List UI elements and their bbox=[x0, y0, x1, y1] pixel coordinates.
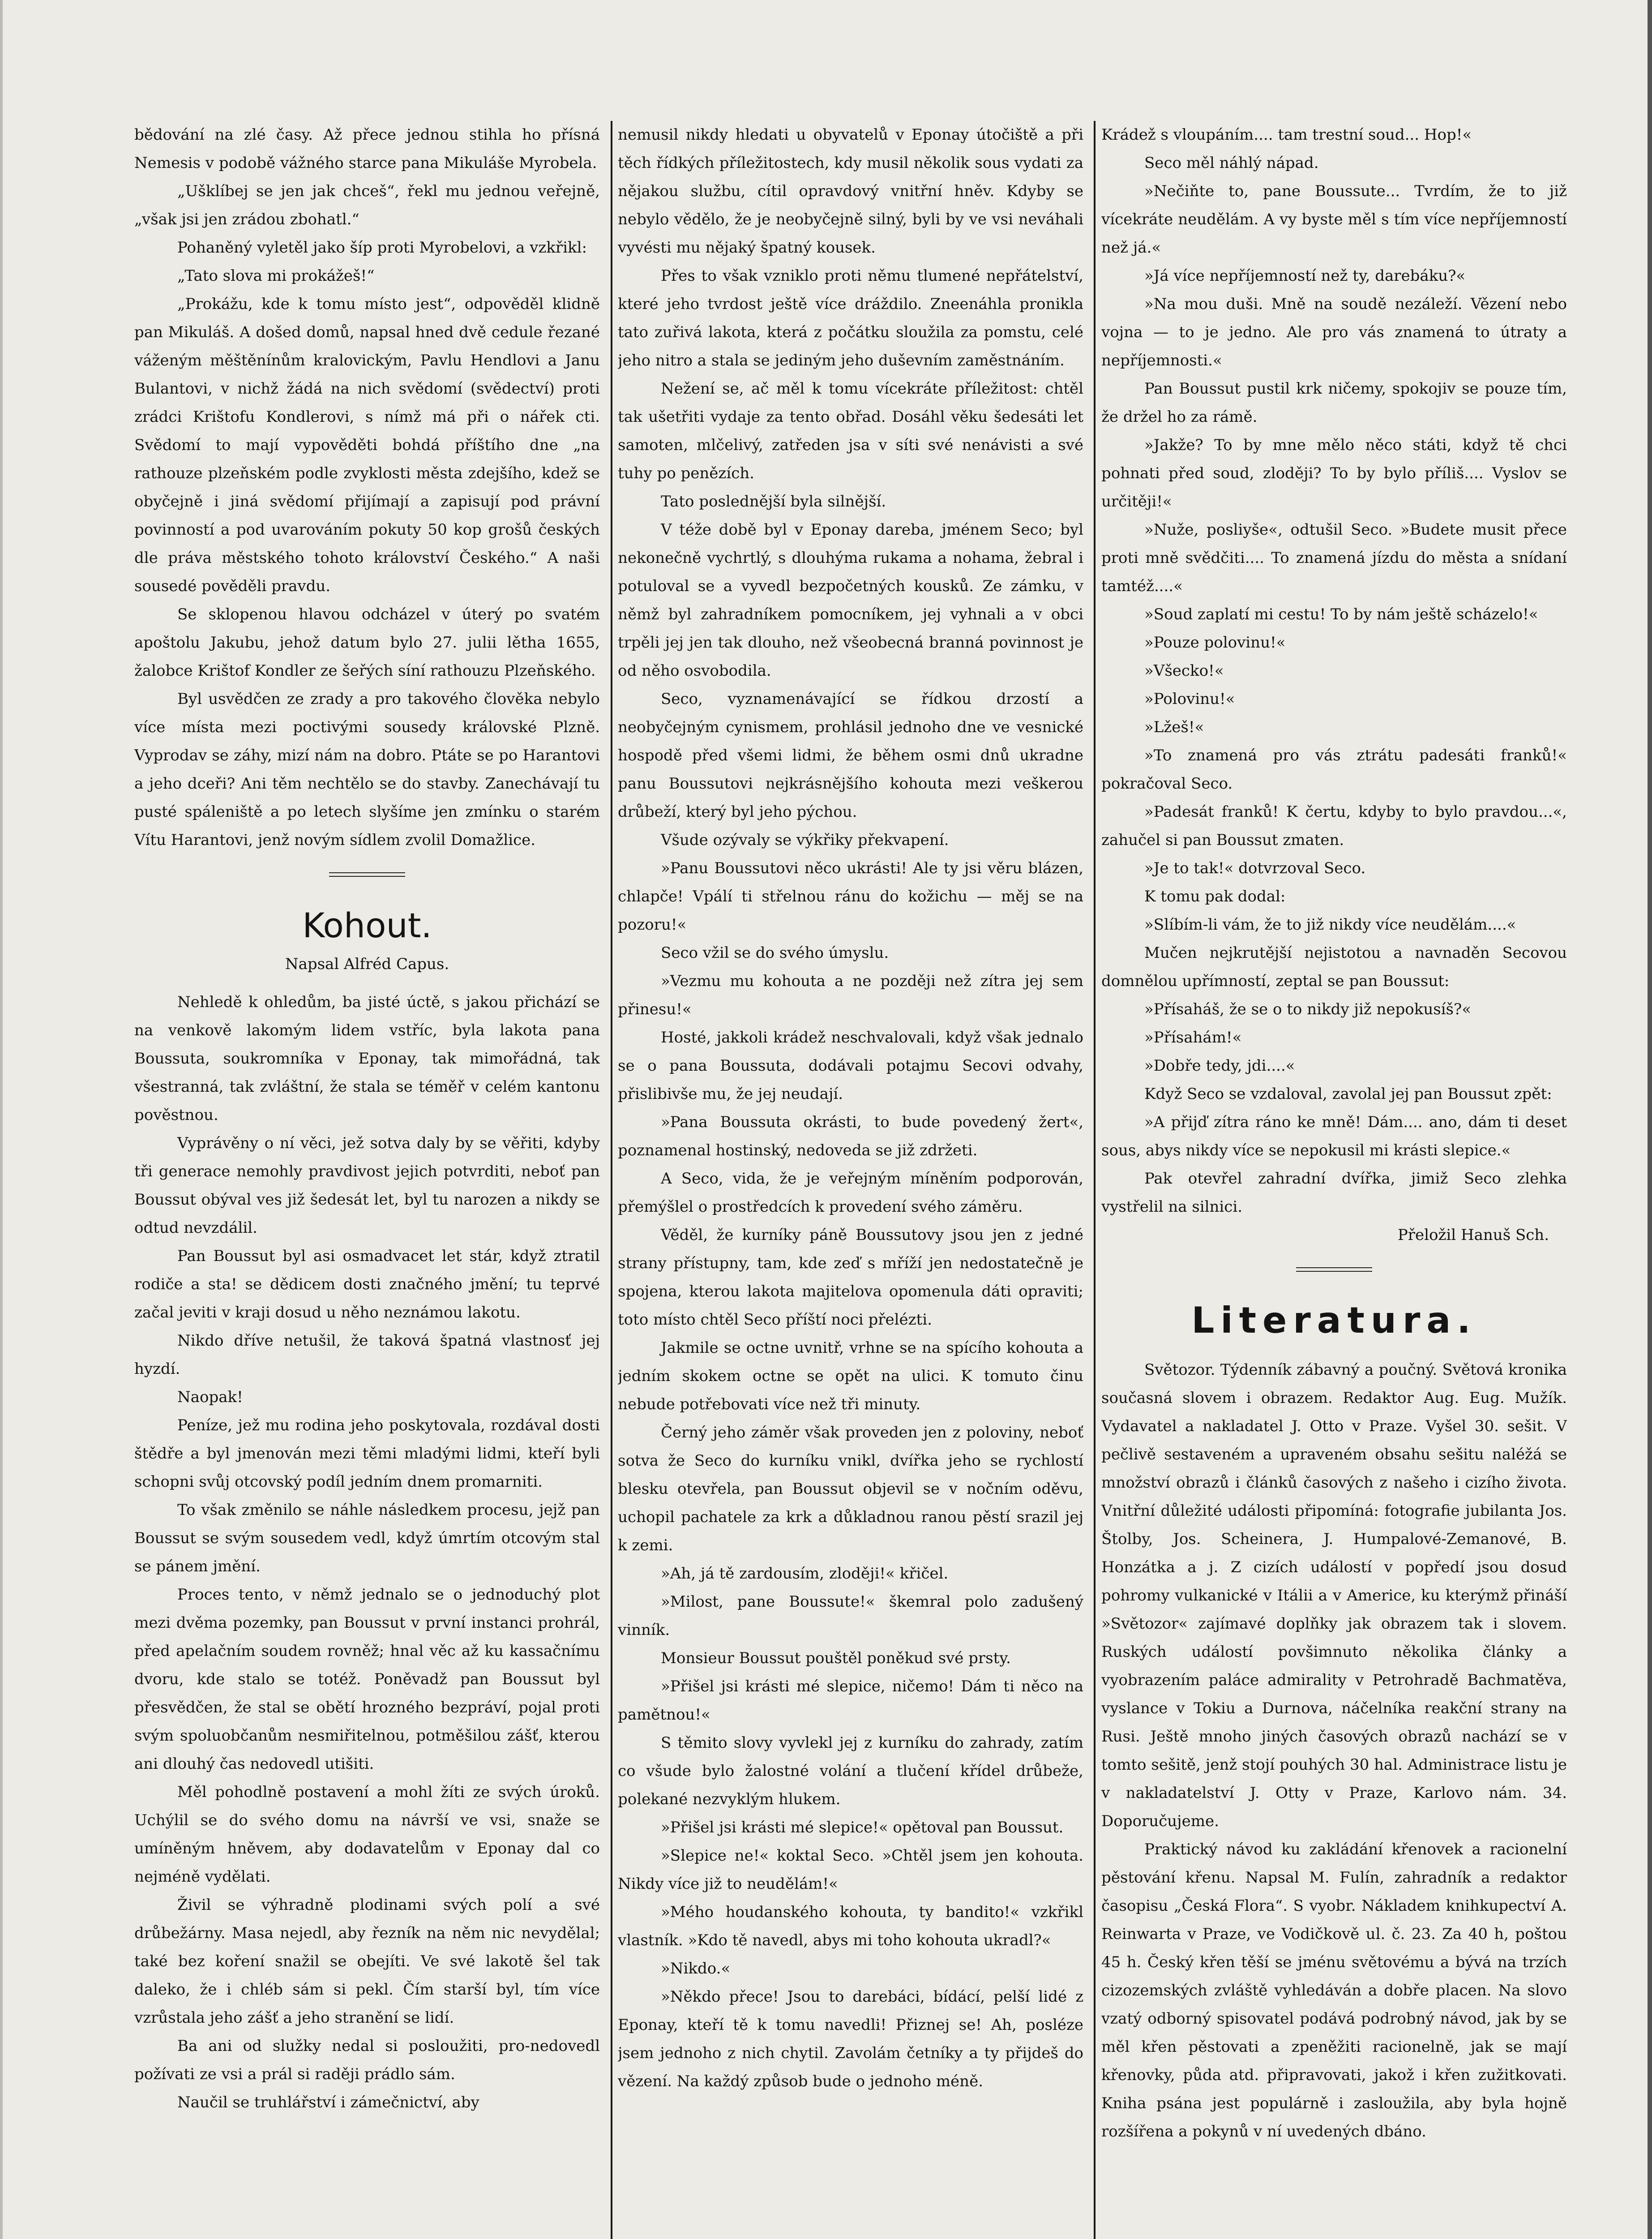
story-byline: Napsal Alfréd Capus. bbox=[285, 955, 449, 973]
newspaper-page bbox=[134, 121, 1567, 2239]
paragraph: bědování na zlé časy. Až přece jednou stihla ho přísná Nemesis v podobě vážného starce pana Mikuláše Myrobela. bbox=[134, 126, 600, 172]
paragraph: Pan Boussut byl asi osmadvacet let stár, když ztratil rodiče a sta! se dědicem dosti značného jmění; tu teprvé začal jeviti v kraji dosud u něho neznámou lakotu. bbox=[134, 1247, 600, 1321]
story-text-column-1 bbox=[134, 988, 600, 2117]
paragraph: Nikdo dříve netušil, že taková špatná vlastnosť jej hyzdí. bbox=[134, 1332, 600, 1378]
translator-signature: Přeložil Hanuš Sch. bbox=[1397, 1226, 1549, 1244]
paragraph: Pan Boussut pustil krk ničemy, spokojiv se pouze tím, že držel ho za rámě. bbox=[1101, 380, 1567, 426]
paragraph: »Nuže, posliyše«, odtušil Seco. »Budete musit přece proti mně svědčiti.... To znamená jízdu do města a snídaní tamtéž....« bbox=[1101, 521, 1567, 595]
paragraph: »Přísaháš, že se o to nikdy již nepokusíš?« bbox=[1144, 1000, 1472, 1018]
paragraph: Pohaněný vyletěl jako šíp proti Myrobelovi, a vzkřikl: bbox=[177, 239, 587, 257]
paragraph: Seco měl náhlý nápad. bbox=[1144, 154, 1319, 172]
paragraph: »Lžeš!« bbox=[1144, 718, 1204, 736]
paragraph: Jakmile se octne uvnitř, vrhne se na spícího kohouta a jedním skokem octne se opět na ulici. K tomuto činu nebude potřebovati více než tři minuty. bbox=[618, 1339, 1083, 1413]
paragraph: »Přišel jsi krásti mé slepice!« opětoval pan Boussut. bbox=[661, 1819, 1064, 1836]
column-1-top-text bbox=[134, 121, 600, 854]
paragraph: »Slíbím-li vám, že to již nikdy více neudělám....« bbox=[1144, 916, 1516, 934]
paragraph: Hosté, jakkoli krádež neschvalovali, když však jednalo se o pana Boussuta, dodávali potajmu Secovi odvahy, přislibivše mu, že jej neudají. bbox=[618, 1029, 1083, 1103]
paragraph: »To znamená pro vás ztrátu padesáti franků!« pokračoval Seco. bbox=[1101, 746, 1567, 793]
story-text-column-3 bbox=[1101, 121, 1567, 1221]
section-separator bbox=[329, 872, 405, 877]
page-right-edge bbox=[1648, 0, 1652, 2239]
paragraph: »Vezmu mu kohouta a ne později než zítra jej sem přinesu!« bbox=[618, 972, 1083, 1018]
paragraph: Ba ani od služky nedal si posloužiti, pro-nedovedl požívati ze vsi a prál si raději prádlo sám. bbox=[134, 2037, 600, 2083]
paragraph: „Prokážu, kde k tomu místo jest“, odpověděl klidně pan Mikuláš. A došed domů, napsal hned dvě cedule řezané váženým měštěnínům kralovickým, Pavlu Hendlovi a Janu Bulantovi, v nichž žádá na nich svědomí (svědectví) proti zrádci Krištofu Kondlerovi, s nímž má při o nářek cti. Svědomí to mají vypověděti bohdá příštího dne „na rathouze plzeňském podle zvyklosti města zdejšího, kdež se obyčejně i jiná svědomí přijímají a zapisují pod právní povinností a pod uvarováním pokuty 50 kop grošů českých dle práva městského tohoto království Českého.“ A naši sousedé pověděli pravdu. bbox=[134, 295, 600, 595]
column-2 bbox=[618, 121, 1083, 2239]
paragraph: Mučen nejkrutější nejistotou a navnaděn Secovou domnělou upřímností, zeptal se pan Boussut: bbox=[1101, 944, 1567, 990]
story-title: Kohout. bbox=[302, 905, 432, 945]
literature-reviews bbox=[1101, 1356, 1567, 2146]
literature-section-title: Literatura. bbox=[1191, 1300, 1477, 1341]
paragraph: Monsieur Boussut pouštěl poněkud své prsty. bbox=[661, 1649, 1011, 1667]
paragraph: Byl usvědčen ze zrady a pro takového člověka nebylo více místa mezi poctivými sousedy královské Plzně. Vyprodav se záhy, mizí nám na dobro. Ptáte se po Harantovi a jeho dceři? Ani těm nechtělo se do stavby. Zanechávají tu pusté spáleniště a po letech slyšíme jen zmínku o starém Vítu Harantovi, jenž novým sídlem zvolil Domažlice. bbox=[134, 690, 600, 849]
paragraph: Naopak! bbox=[177, 1388, 243, 1406]
paragraph: »Je to tak!« dotvrzoval Seco. bbox=[1144, 859, 1366, 877]
paragraph: Přes to však vzniklo proti němu tlumené nepřátelství, které jeho tvrdost ještě více dráždilo. Zneenáhla pronikla tato zuřivá lakota, která z počátku sloužila za pomstu, celé jeho nitro a stala se jediným jeho duševním zaměstnáním. bbox=[618, 267, 1083, 369]
paragraph: Tato poslednější byla silnější. bbox=[661, 493, 886, 510]
paragraph: »Jakže? To by mne mělo něco státi, když tě chci pohnati před soud, zloději? To by bylo příliš.... Vyslov se určitěji!« bbox=[1101, 436, 1567, 510]
paragraph: Se sklopenou hlavou odcházel v úterý po svatém apoštolu Jakubu, jehož datum bylo 27. julii lětha 1655, žalobce Krištof Kondler ze šeřých síní rathouzu Plzeňského. bbox=[134, 605, 600, 680]
paragraph: »Panu Boussutovi něco ukrásti! Ale ty jsi věru blázen, chlapče! Vpálí ti střelnou ránu do kožichu — měj se na pozoru!« bbox=[618, 859, 1083, 934]
page-left-edge bbox=[0, 0, 3, 2239]
paragraph: Proces tento, v němž jednalo se o jednoduchý plot mezi dvěma pozemky, pan Boussut v první instanci prohrál, před apelačním soudem rovněž; hnal věc až ku kassačnímu dvoru, kde stalo se totéž. Poněvadž pan Boussut byl přesvědčen, že stal se obětí hrozného bezpráví, pojal proti svým spoluobčanům nesmiřitelnou, potměšilou zášť, kterou ani dlouhý čas nedovedl utišiti. bbox=[134, 1586, 600, 1773]
paragraph: »Polovinu!« bbox=[1144, 690, 1235, 708]
paragraph: Seco, vyznamenávající se řídkou drzostí a neobyčejným cynismem, prohlásil jednoho dne ve vesnické hospodě před všemi lidmi, že během osmi dnů ukradne panu Boussutovi nejkrásnějšího kohouta mezi veškerou drůbeží, který byl jeho pýchou. bbox=[618, 690, 1083, 821]
paragraph: Seco vžil se do svého úmyslu. bbox=[661, 944, 889, 962]
paragraph: »Soud zaplatí mi cestu! To by nám ještě scházelo!« bbox=[1144, 605, 1538, 623]
paragraph: Peníze, jež mu rodina jeho poskytovala, rozdával dosti štědře a byl jmenován mezi těmi mladými lidmi, kteří byli schopni svůj otcovský podíl jedním dnem promarniti. bbox=[134, 1416, 600, 1491]
paragraph: Nežení se, ač měl k tomu vícekráte příležitost: chtěl tak ušetřiti vydaje za tento obřad. Dosáhl věku šedesáti let samoten, mlčelivý, zatředen jsa v síti své nenávisti a své tuhy po penězích. bbox=[618, 380, 1083, 482]
paragraph: »Mého houdanského kohouta, ty bandito!« vzkřikl vlastník. »Kdo tě navedl, abys mi toho kohouta ukradl?« bbox=[618, 1903, 1083, 1949]
paragraph: A Seco, vida, že je veřejným míněním podporován, přemýšlel o prostředcích k provedení svého záměru. bbox=[618, 1170, 1083, 1216]
paragraph: »Dobře tedy, jdi....« bbox=[1144, 1057, 1295, 1075]
paragraph: »Milost, pane Boussute!« škemral polo zadušený vinník. bbox=[618, 1593, 1083, 1639]
paragraph: »Pouze polovinu!« bbox=[1144, 634, 1286, 652]
paragraph: Naučil se truhlářství i zámečnictví, aby bbox=[177, 2093, 479, 2111]
paragraph: Praktický návod ku zakládání křenovek a racionelní pěstování křenu. Napsal M. Fulín, zahradník a redaktor časopisu „Česká Flora“. S vyobr. Nákladem knihkupectví A. Reinwarta v Praze, ve Vodičkově ul. č. 23. Za 40 h, poštou 45 h. Český křen těší se jménu světovému a bývá na trzích cizozemských zvláště vyhledáván a dobře placen. Na slovo vzatý odborný spisovatel podává podrobný návod, jak by se měl křen pěstovati a zpeněžiti racionelně, jak se mají křenovky, půda atd. připravovati, jakož i křen zužitkovati. Kniha psána jest populárně i zasloužila, aby byla hojně rozšířena a pokynů v ní uvedených dbáno. bbox=[1101, 1840, 1567, 2140]
paragraph: Živil se výhradně plodinami svých polí a své drůbežárny. Masa nejedl, aby řezník na něm nic nevydělal; také bez koření snažil se obejíti. Ve své lakotě šel tak daleko, že i chléb sám si pekl. Čím starší byl, tím více vzrůstala jeho zášť a jeho stranění se lidí. bbox=[134, 1896, 600, 2027]
column-1 bbox=[134, 121, 600, 2239]
paragraph: »Pana Boussuta okrásti, to bude povedený žert«, poznamenal hostinský, nedoveda se již zdržeti. bbox=[618, 1113, 1083, 1159]
paragraph: Pak otevřel zahradní dvířka, jimiž Seco zlehka vystřelil na silnici. bbox=[1101, 1170, 1567, 1216]
paragraph: »Všecko!« bbox=[1144, 662, 1224, 680]
paragraph: »A přijď zítra ráno ke mně! Dám.... ano, dám ti deset sous, abys nikdy více se nepokusil mi krásti slepice.« bbox=[1101, 1113, 1567, 1159]
paragraph: Měl pohodlně postavení a mohl žíti ze svých úroků. Uchýlil se do svého domu na návrší ve vsi, snaže se umíněným hněvem, aby dodavatelům v Eponay dal co nejméně vydělati. bbox=[134, 1783, 600, 1886]
paragraph: »Nikdo.« bbox=[661, 1960, 731, 1977]
paragraph: V téže době byl v Eponay dareba, jménem Seco; byl nekonečně vychrtlý, s dlouhýma rukama a nohama, žebral i potuloval se a vyvedl bezpočetných kousků. Ze zámku, v němž byl zahradníkem pomocníkem, jej vyhnali a v obci trpěli jej jen tak dlouho, než všeobecná branná povinnost je od něho osvobodila. bbox=[618, 521, 1083, 680]
paragraph: nemusil nikdy hledati u obyvatelů v Eponay útočiště a při těch řídkých příležitostech, kdy musil několik sous vydati za nějakou službu, cítil opravdový vnitřní hněv. Kdyby se nebylo vědělo, že je neobyčejně silný, byli by ve vsi neváhali vyvésti mu nějaký špatný kousek. bbox=[618, 126, 1083, 257]
paragraph: Krádež s vloupáním.... tam trestní soud... Hop!« bbox=[1101, 126, 1472, 144]
paragraph: „Tato slova mi prokážeš!“ bbox=[177, 267, 375, 285]
paragraph: »Na mou duši. Mně na soudě nezáleží. Vězení nebo vojna — to je jedno. Ale pro vás znamená to útraty a nepříjemnosti.« bbox=[1101, 295, 1567, 369]
section-separator bbox=[1296, 1267, 1372, 1272]
paragraph: Věděl, že kurníky páně Boussutovy jsou jen z jedné strany přístupny, tam, kde zeď s mříží jen nedostatečně je spojena, kterou lakota majitelova opomenula dáti opraviti; toto místo chtěl Seco příští noci přelézti. bbox=[618, 1226, 1083, 1329]
paragraph: »Padesát franků! K čertu, kdyby to bylo pravdou...«, zahučel si pan Boussut zmaten. bbox=[1101, 803, 1567, 849]
paragraph: K tomu pak dodal: bbox=[1144, 888, 1286, 905]
paragraph: To však změnilo se náhle následkem procesu, jejž pan Boussut se svým sousedem vedl, když úmrtím otcovým stal se pánem jmění. bbox=[134, 1501, 600, 1575]
paragraph: »Ah, já tě zardousím, zloději!« křičel. bbox=[661, 1565, 949, 1583]
paragraph: Nehledě k ohledům, ba jisté úctě, s jakou přichází se na venkově lakomým lidem vstříc, byla lakota pana Boussuta, soukromníka v Eponay, tak mimořádná, tak všestranná, tak zvláštní, že stala se téměř v celém kantonu pověstnou. bbox=[134, 993, 600, 1124]
paragraph: Když Seco se vzdaloval, zavolal jej pan Boussut zpět: bbox=[1144, 1085, 1552, 1103]
column-3 bbox=[1101, 121, 1567, 2239]
paragraph: »Někdo přece! Jsou to darebáci, bídácí, pelší lidé z Eponay, kteří tě k tomu navedli! Přiznej se! Ah, posléze jsem jednoho z nich chytil. Zavolám četníky a ty přijdeš do vězení. Na každý způsob bude o jednoho méně. bbox=[618, 1988, 1083, 2090]
paragraph: »Přísahám!« bbox=[1144, 1029, 1242, 1047]
paragraph: Všude ozývaly se výkřiky překvapení. bbox=[661, 831, 949, 849]
paragraph: „Ušklíbej se jen jak chceš“, řekl mu jednou veřejně, „však jsi jen zrádou zbohatl.“ bbox=[134, 182, 600, 228]
paragraph: »Nečiňte to, pane Boussute... Tvrdím, že to již vícekráte neudělám. A vy byste měl s tím více nepříjemností než já.« bbox=[1101, 182, 1567, 257]
paragraph: »Já více nepříjemností než ty, darebáku?« bbox=[1144, 267, 1466, 285]
paragraph: Vyprávěny o ní věci, jež sotva daly by se věřiti, kdyby tři generace nemohly pravdivost jejich potvrditi, neboť pan Boussut obýval ves již šedesát let, byl tu narozen a nikdy se odtud nevzdálil. bbox=[134, 1134, 600, 1237]
paragraph: Světozor. Týdenník zábavný a poučný. Světová kronika současná slovem i obrazem. Redaktor Aug. Eug. Mužík. Vydavatel a nakladatel J. Otto v Praze. Vyšel 30. sešit. V pečlivě sestaveném a upraveném obsahu sešitu naléžá se množství obrazů i článků časových z našeho i cizího života. Vnitřní důležité události připomíná: fotografie jubilanta Jos. Štolby, Jos. Scheinera, J. Humpalové-Zemanové, B. Honzátka a j. Z cizích událostí v popředí jsou dosud pohromy vulkanické v Itálii a v Americe, ku kterýmž přináší »Světozor« zajímavé doplňky jak obrazem tak i slovem. Ruských událostí povšimnuto několika články a vyobrazením paláce admirality v Petrohradě Bachmatěva, vyslance v Tokiu a Durnova, náčelníka reakční strany na Rusi. Ještě mnoho jiných časových obrazů nachází se v tomto sešitě, jenž stojí pouhých 30 hal. Administrace listu je v nakladatelství J. Otty v Praze, Karlovo nám. 34. Doporučujeme. bbox=[1101, 1361, 1567, 1830]
paragraph: S těmito slovy vyvlekl jej z kurníku do zahrady, zatím co všude bylo žalostné volání a tlučení křídel drůbeže, polekané nezvyklým hlukem. bbox=[618, 1734, 1083, 1808]
paragraph: »Přišel jsi krásti mé slepice, ničemo! Dám ti něco na pamětnou!« bbox=[618, 1677, 1083, 1724]
paragraph: Černý jeho záměr však proveden jen z poloviny, neboť sotva že Seco do kurníku vnikl, dvířka jeho se rychlostí blesku otevřela, pan Boussut objevil se v nočním oděvu, uchopil pachatele za krk a důkladnou ranou pěstí srazil jej k zemi. bbox=[618, 1424, 1083, 1554]
paragraph: »Slepice ne!« koktal Seco. »Chtěl jsem jen kohouta. Nikdy více již to neudělám!« bbox=[618, 1847, 1083, 1893]
